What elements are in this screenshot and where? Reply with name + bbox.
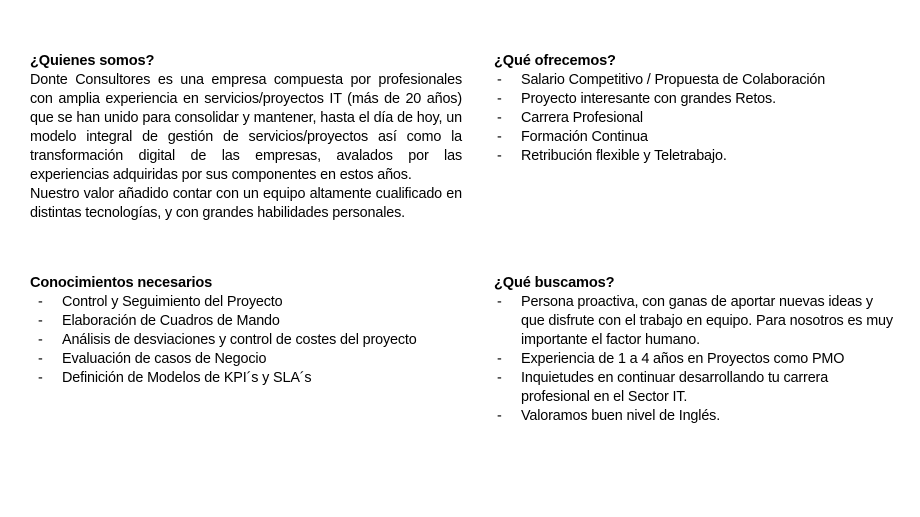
- list-item-text: Formación Continua: [521, 129, 648, 145]
- bullet-dash: -: [497, 72, 502, 88]
- section-quienes-somos: [30, 52, 462, 223]
- list-item: [497, 90, 894, 109]
- bullet-dash: -: [38, 332, 43, 348]
- bullet-dash: -: [38, 313, 43, 329]
- list-item-text: Elaboración de Cuadros de Mando: [62, 313, 280, 329]
- section-heading-conocimientos-necesarios: Conocimientos necesarios: [30, 275, 213, 291]
- conocimientos-necesarios-list: [30, 293, 464, 388]
- bullet-dash: -: [38, 351, 43, 367]
- section-que-buscamos: [494, 274, 894, 426]
- list-item: [38, 293, 464, 312]
- bullet-dash: -: [497, 129, 502, 145]
- list-item-text: Persona proactiva, con ganas de aportar nuevas ideas y que disfrute con el trabajo en equipo. Para nosotros es muy importante el factor humano.: [521, 294, 893, 348]
- list-item: [38, 369, 464, 388]
- list-item-text: Análisis de desviaciones y control de costes del proyecto: [62, 332, 417, 348]
- list-item: [38, 312, 464, 331]
- bullet-dash: -: [497, 91, 502, 107]
- list-item-text: Control y Seguimiento del Proyecto: [62, 294, 283, 310]
- list-item: [497, 147, 894, 166]
- list-item-text: Experiencia de 1 a 4 años en Proyectos como PMO: [521, 351, 845, 367]
- bullet-dash: -: [38, 294, 43, 310]
- que-buscamos-list: [494, 293, 894, 426]
- section-heading-que-buscamos: ¿Qué buscamos?: [494, 275, 615, 291]
- list-item-text: Valoramos buen nivel de Inglés.: [521, 408, 721, 424]
- list-item: [497, 293, 894, 350]
- list-item: [497, 71, 894, 90]
- bullet-dash: -: [497, 408, 502, 424]
- list-item-text: Carrera Profesional: [521, 110, 643, 126]
- list-item: [497, 407, 894, 426]
- bullet-dash: -: [497, 294, 502, 310]
- list-item: [38, 331, 464, 350]
- list-item: [38, 350, 464, 369]
- bullet-dash: -: [497, 148, 502, 164]
- quienes-somos-body: [30, 71, 462, 223]
- section-que-ofrecemos: [494, 52, 894, 166]
- section-heading-quienes-somos: ¿Quienes somos?: [30, 53, 155, 69]
- bullet-dash: -: [497, 110, 502, 126]
- list-item-text: Evaluación de casos de Negocio: [62, 351, 267, 367]
- paragraph: Nuestro valor añadido contar con un equipo altamente cualificado en distintas tecnologías, y con grandes habilidades personales.: [30, 186, 462, 221]
- bullet-dash: -: [497, 370, 502, 386]
- bullet-dash: -: [38, 370, 43, 386]
- bullet-dash: -: [497, 351, 502, 367]
- list-item-text: Inquietudes en continuar desarrollando tu carrera profesional en el Sector IT.: [521, 370, 829, 405]
- que-ofrecemos-list: [494, 71, 894, 166]
- list-item-text: Definición de Modelos de KPI´s y SLA´s: [62, 370, 312, 386]
- list-item: [497, 128, 894, 147]
- paragraph: Donte Consultores es una empresa compuesta por profesionales con amplia experiencia en servicios/proyectos IT (más de 20 años) que se han unido para consolidar y mantener, hasta el día de hoy, un modelo integral de gestión de servicios/proyectos así como la transformación digital de las empresas, avalados por las experiencias adquiridas por sus componentes en estos años.: [30, 72, 462, 183]
- list-item-text: Salario Competitivo / Propuesta de Colaboración: [521, 72, 826, 88]
- list-item: [497, 369, 894, 407]
- list-item-text: Proyecto interesante con grandes Retos.: [521, 91, 776, 107]
- list-item: [497, 109, 894, 128]
- list-item-text: Retribución flexible y Teletrabajo.: [521, 148, 727, 164]
- section-heading-que-ofrecemos: ¿Qué ofrecemos?: [494, 53, 616, 69]
- section-conocimientos-necesarios: [30, 274, 464, 388]
- list-item: [497, 350, 894, 369]
